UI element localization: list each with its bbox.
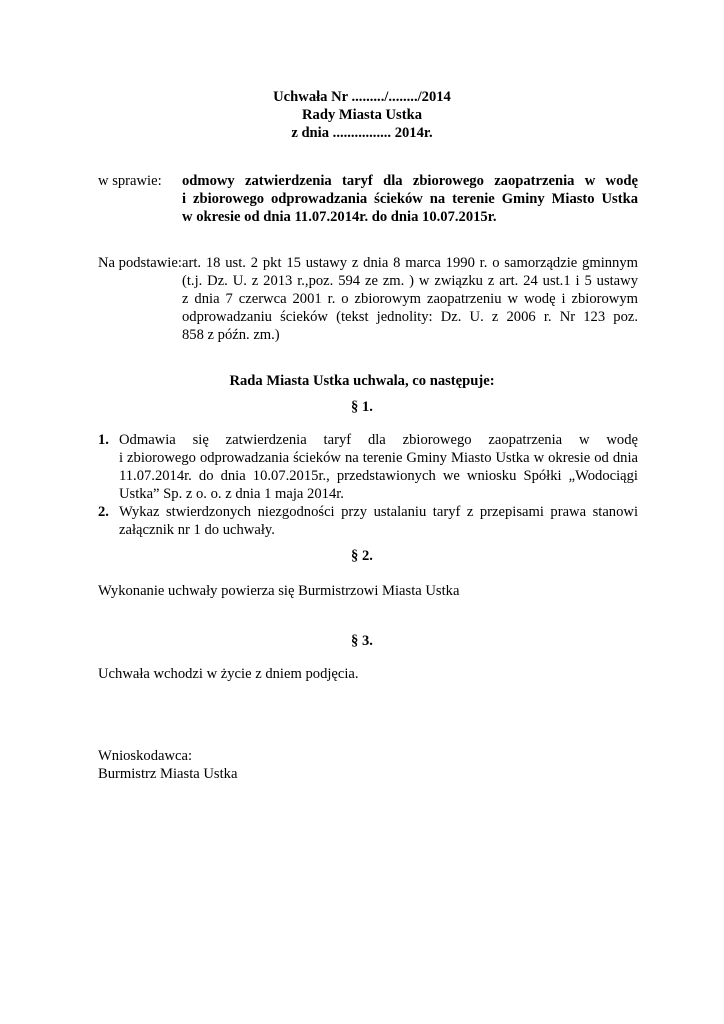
section-3-title: § 3. [351,633,373,649]
subject-line: odmowy zatwierdzenia taryf dla zbiorowego zaopatrzenia w wodę [182,173,638,189]
legal-basis-label: Na podstawie: [98,255,182,271]
list-item-line: Wykaz stwierdzonych niezgodności przy ustalaniu taryf z przepisami prawa stanowi [119,504,638,520]
signature-label: Wnioskodawca: [98,748,193,764]
list-item-line: i zbiorowego odprowadzania ścieków na terenie Gminy Miasto Ustka w okresie od dnia [119,450,638,466]
section-3-text: Uchwała wchodzi w życie z dniem podjęcia. [98,666,359,682]
list-item [98,503,638,539]
list-item-text [119,503,638,539]
list-item-text [119,431,638,503]
subject-label: w sprawie: [98,173,162,189]
list-item-number: 2. [98,504,109,520]
legal-basis-line: (t.j. Dz. U. z 2013 r.,poz. 594 ze zm. ) w związku z art. 24 ust.1 i 5 ustawy [182,273,638,289]
section-2-text: Wykonanie uchwały powierza się Burmistrzowi Miasta Ustka [98,583,460,599]
legal-basis-line: z dnia 7 czerwca 2001 r. o zbiorowym zaopatrzeniu w wodę i zbiorowym [182,291,638,307]
subject-line: i zbiorowego odprowadzania ścieków na terenie Gminy Miasto Ustka [182,191,638,207]
legal-basis-line: art. 18 ust. 2 pkt 15 ustawy z dnia 8 marca 1990 r. o samorządzie gminnym [182,255,638,271]
council-name: Rady Miasta Ustka [302,107,422,123]
legal-basis-text [182,254,638,344]
section-1-title: § 1. [351,399,373,415]
legal-basis-line: odprowadzaniu ścieków (tekst jednolity: Dz. U. z 2006 r. Nr 123 poz. [182,309,638,325]
subject-line: w okresie od dnia 11.07.2014r. do dnia 10.07.2015r. [182,209,497,225]
subject-text [182,172,638,226]
resolution-date: z dnia ................ 2014r. [291,125,433,141]
resolution-header [0,88,724,142]
list-item-line: 11.07.2014r. do dnia 10.07.2015r., przedstawionych we wniosku Spółki „Wodociągi [119,468,638,484]
resolution-number: Uchwała Nr ........./......../2014 [273,89,451,105]
signature-name: Burmistrz Miasta Ustka [98,766,238,782]
section-1-list [98,431,638,539]
section-2-title: § 2. [351,548,373,564]
list-item-line: załącznik nr 1 do uchwały. [119,522,275,538]
resolution-intro: Rada Miasta Ustka uchwala, co następuje: [229,373,495,389]
list-item-line: Odmawia się zatwierdzenia taryf dla zbiorowego zaopatrzenia w wodę [119,432,638,448]
legal-basis-line: 858 z późn. zm.) [182,327,280,343]
list-item-line: Ustka” Sp. z o. o. z dnia 1 maja 2014r. [119,486,344,502]
list-item [98,431,638,503]
list-item-number: 1. [98,432,109,448]
